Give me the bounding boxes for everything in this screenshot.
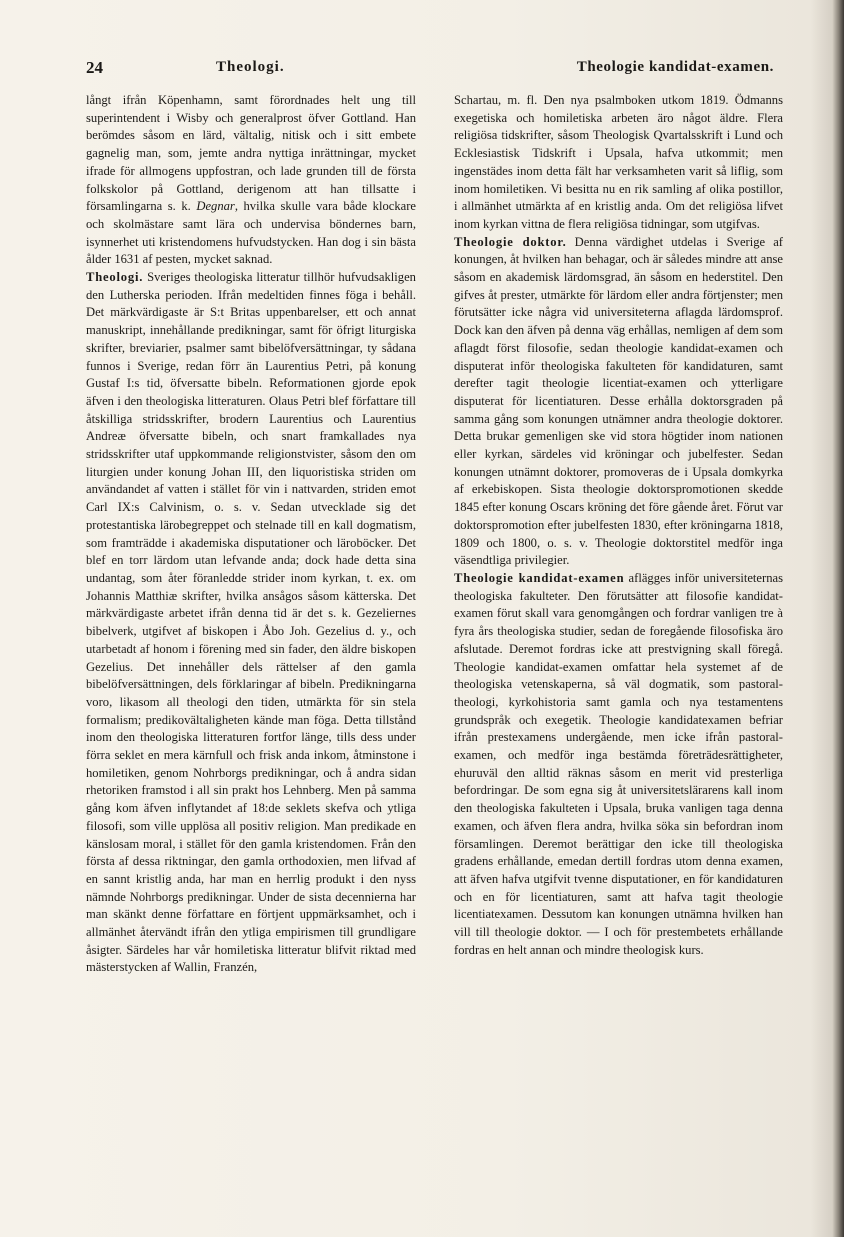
- paragraph-text: , hvilka skulle vara både klockare och skolmästare samt lära och undervisa böndernes barn, isynnerhet uti kristendomens hufvudstycken. Han dog i sin bästa ålder 1631 af pesten, mycket saknad.: [86, 199, 416, 267]
- left-column: [86, 92, 416, 977]
- entry-term-kandidat-examen: Theologie kandidat-examen: [454, 570, 625, 585]
- book-spine-edge: [832, 0, 844, 1237]
- paragraph: [454, 570, 783, 959]
- italic-term: Degnar: [196, 199, 235, 214]
- paragraph: [86, 92, 416, 269]
- running-header: [86, 58, 774, 82]
- paragraph: [454, 92, 783, 234]
- paragraph: [86, 269, 416, 977]
- paragraph-text: Schartau, m. fl. Den nya psalmboken utkom 1819. Ödmanns exegetiska och homiletiska arbeten äro något äldre. Flera religiösa tidskrifter, såsom Theologisk Qvartalsskrift i Lund och Ecklesiastisk Tidskrift i Upsala, hafva utkommit; men ingenstädes inom detta fält har verksamheten varit så liflig, som inom homiletiken. Vi besitta nu en rik samling af olika postillor, i allmänhet utmärkta af en kristlig anda. Om det religiösa lifvet inom kyrkan vittna de flera religiösa tidningar, som utgifvas.: [454, 93, 783, 231]
- header-right-title: Theologie kandidat-examen.: [576, 59, 774, 75]
- header-left-title: Theologi.: [216, 59, 285, 75]
- paragraph-text: aflägges inför universiteternas theologiska fakulteter. Den förutsätter att filosofie kandidat-examen förut skall vara genomgången och fordrar vanligen tre à fyra års theologiska studier, sedan de foregående filosofiska äro afslutade. Deremot fordras icke att prestvigning skall föregå. Theologie kandidat-examen omfattar hela systemet af de theologiska vetenskaperna, så väl dogmatik, som pastoral-theologi, kyrkohistoria samt gamla och nya testamentens grundspråk och exegetik. Theologie kandidatexamen befriar ifrån prestexamens undergående, men icke ifrån pastoral-examen, och medför inga bestämda företrädesrättigheter, ehuruväl den alltid räknas såsom en merit vid presterliga befordringar. De som egna sig åt universitetslärarens kall inom den theologiska fakulteten i Upsala, bruka vanligen taga denna examen, och äfven flera andra, hvilka söka sin befordran inom församlingen. Deremot berättigar den icke till theologiska gradens erhållande, emedan dertill fordras utom denna examen, att äfven hafva utgifvit tvenne disputationer, en för kandidaturen och en för licentiaturen, samt att hafva tagit theologie licentiatexamen. Dessutom kan konungen utnämna hvilken han vill till theologie doktor. — I och för prestembetets erhållande fordras en helt annan och mindre theologisk kurs.: [454, 570, 784, 957]
- paragraph: [454, 234, 783, 570]
- right-column: [454, 92, 783, 959]
- paragraph-text: Sveriges theologiska litteratur tillhör hufvudsakligen den Lutherska perioden. Ifrån medeltiden finnes föga i behåll. Det märkvärdigaste är S:t Britas uppenbarelser, ett och annat manuskript, innehållande predikningar, samt för öfrigt liturgiska skrifter, breviarier, psalmer samt bibelöfversättningar, ty sådana funnos i Sverige, redan förr än Laurentius Petri, på konung Gustaf I:s tid, öfversatte bibeln. Reformationen gjorde epok äfven i den theologiska litteraturen. Olaus Petri blef författare till åtskilliga stridsskrifter, brodern Laurentius och Laurentius Andreæ öfversatte bibeln, och snart framkallades nya stridsskrifter utaf uppkommande religionstvister, såsom den om liturgien under konung Johan III, den liquoristiska striden om användandet af vatten i stället för vin i nattvarden, striden emot Carl IX:s Calvinism, o. s. v. Sedan utvecklade sig det protestantiska lärobegreppet och stelnade till en kall dogmatism, som framträdde i akademiska disputationer och läroböcker. Det blef en torr lärdom utan lefvande anda; dock hade detta sina undantag, som åter föranledde strider inom kyrkan, t. ex. om Johannis Matthiæ skrifter, hvilka ansågos såsom kätterska. Det märkvärdigaste arbetet ifrån denna tid är det s. k. Gezeliernes bibelverk, utgifvet af biskopen i Åbo Joh. Gezelius d. y., och utarbetadt af honom i förening med sin fader, den äldre biskopen Gezelius. Det innehåller dels rättelser af den gamla bibelöfversättningen, dels förklaringar af bibeln. Predikningarna voro, likasom all theologi den tiden, utmärkta för sin stela formalism; predikovältaligheten kände man föga. Detta tillstånd inom den theologiska litteraturen fortfor länge, tills dess under förra seklet en mera kärnfull och frisk anda inkom, åtminstone i homiletiken, genom Nohrborgs predikningar, och å andra sidan rhetoriken framstod i all sin prakt hos Lehnberg. Men på samma gång kom äfven inflytandet af 18:de seklets skefva och ytliga filosofi, som ville upplösa all positiv religion. Man predikade en känslosam moral, i stället för den gamla kristendomen. Från den första af dessa riktningar, den gamla orthodoxien, men lifvad af en sannt kristlig anda, har man en herrlig produkt i den nyss nämnde Nohrborgs predikningar. Under de sista decennierna har man skänkt denne författare en förtjent uppmärksamhet, och i allmänhet återvändt ifrån den ytliga empirismen till grundligare åsigter. Särdeles har vår homiletiska litteratur blifvit riktad med mästerstycken af Wallin, Franzén,: [86, 270, 416, 975]
- page-number: 24: [86, 58, 103, 77]
- entry-term-theologie-doktor: Theologie doktor.: [454, 234, 567, 249]
- paragraph-text: långt ifrån Köpenhamn, samt förordnades helt ung till superintendent i Wisby och generalprost öfver Gottland. Han berömdes såsom en lärd, vältalig, nitisk och i sitt embete gagnelig man, som, jemte andra nyttiga inrättningar, mycket ifrade för allmogens uppfostran, och lade grunden till de första folkskolor på Gottland, derigenom att han tillsatte i församlingarna s. k.: [86, 93, 416, 214]
- entry-term-theologi: Theologi.: [86, 270, 144, 285]
- paragraph-text: Denna värdighet utdelas i Sverige af konungen, åt hvilken han behagar, och är således mindre att anse såsom en akademisk lärdomsgrad, än såsom en hederstitel. Den gifves åt prester, utmärkte för lärdom eller andra förtjenster; men förutsätter icke några vid universiteterna aflagda lärdomsprof. Dock kan den äfven på denna väg erhållas, nemligen af dem som aflagdt först filosofie, sedan theologie kandidat-examen och disputerat inför theologiska fakulteten för kandidaturen, samt derefter tagit theologie licentiat-examen och ytterligare disputerat för licentiaturen. Desse erhålla doktorsgraden på samma gång som konungen utnämner andra theologie doktorer. Detta brukar gemenligen ske vid stora högtider inom nationen eller kyrkan, särdeles vid kröningar och jubelfester. Sedan konungen utnämnt doktorer, promoveras de i Upsala domkyrka af erkebiskopen. Sista theologie doktorspromotionen skedde 1845 efter konung Oscars kröning det före gående året. Förut var doktorspromotion efter jubelfesten 1830, efter kröningarna 1818, 1809 och 1800, o. s. v. Theologie doktorstitel medför inga väsendtliga privilegier.: [454, 234, 783, 568]
